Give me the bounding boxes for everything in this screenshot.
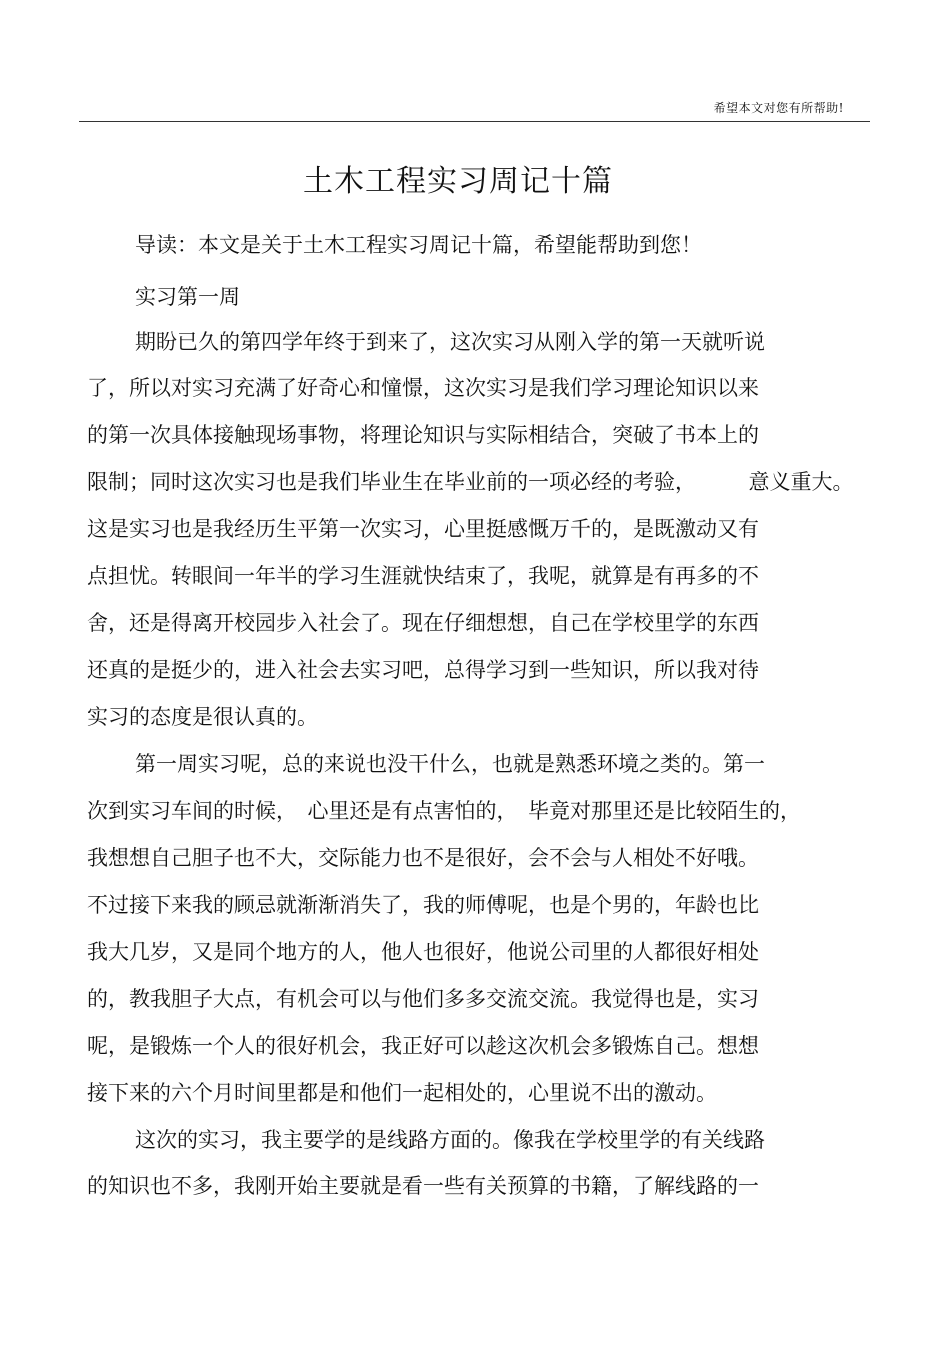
body-line: 呢，是锻炼一个人的很好机会，我正好可以趁这次机会多锻炼自己。想想	[87, 1034, 759, 1058]
body-line: 我大几岁，又是同个地方的人，他人也很好，他说公司里的人都很好相处	[87, 940, 759, 964]
body-line: 的知识也不多，我刚开始主要就是看一些有关预算的书籍，了解线路的一	[87, 1174, 759, 1198]
body-line: 了，所以对实习充满了好奇心和憧憬，这次实习是我们学习理论知识以来	[87, 376, 759, 400]
intro-line: 导读：本文是关于土木工程实习周记十篇，希望能帮助到您！	[135, 233, 702, 257]
body-line: 次到实习车间的时候， 心里还是有点害怕的， 毕竟对那里还是比较陌生的，	[87, 799, 801, 823]
body-line: 的，教我胆子大点，有机会可以与他们多多交流交流。我觉得也是，实习	[87, 987, 759, 1011]
header-divider	[79, 121, 870, 122]
body-line: 接下来的六个月时间里都是和他们一起相处的，心里说不出的激动。	[87, 1081, 717, 1105]
body-line: 不过接下来我的顾忌就渐渐消失了，我的师傅呢，也是个男的，年龄也比	[87, 893, 759, 917]
body-line: 点担忧。转眼间一年半的学习生涯就快结束了，我呢，就算是有再多的不	[87, 564, 759, 588]
body-line: 限制；同时这次实习也是我们毕业生在毕业前的一项必经的考验， 意义重大。	[87, 470, 854, 494]
body-line: 的第一次具体接触现场事物，将理论知识与实际相结合，突破了书本上的	[87, 423, 759, 447]
body-line: 期盼已久的第四学年终于到来了，这次实习从刚入学的第一天就听说	[135, 330, 765, 354]
body-line: 实习的态度是很认真的。	[87, 705, 318, 729]
document-title: 土木工程实习周记十篇	[303, 164, 613, 199]
body-line: 我想想自己胆子也不大，交际能力也不是很好，会不会与人相处不好哦。	[87, 846, 759, 870]
section-heading: 实习第一周	[135, 285, 240, 309]
body-line: 舍，还是得离开校园步入社会了。现在仔细想想，自己在学校里学的东西	[87, 611, 759, 635]
body-line: 第一周实习呢，总的来说也没干什么，也就是熟悉环境之类的。第一	[135, 752, 765, 776]
header-note: 希望本文对您有所帮助!	[713, 101, 844, 115]
body-line: 这次的实习，我主要学的是线路方面的。像我在学校里学的有关线路	[135, 1128, 765, 1152]
body-line: 还真的是挺少的，进入社会去实习吧，总得学习到一些知识，所以我对待	[87, 658, 759, 682]
body-line: 这是实习也是我经历生平第一次实习，心里挺感慨万千的，是既激动又有	[87, 517, 759, 541]
